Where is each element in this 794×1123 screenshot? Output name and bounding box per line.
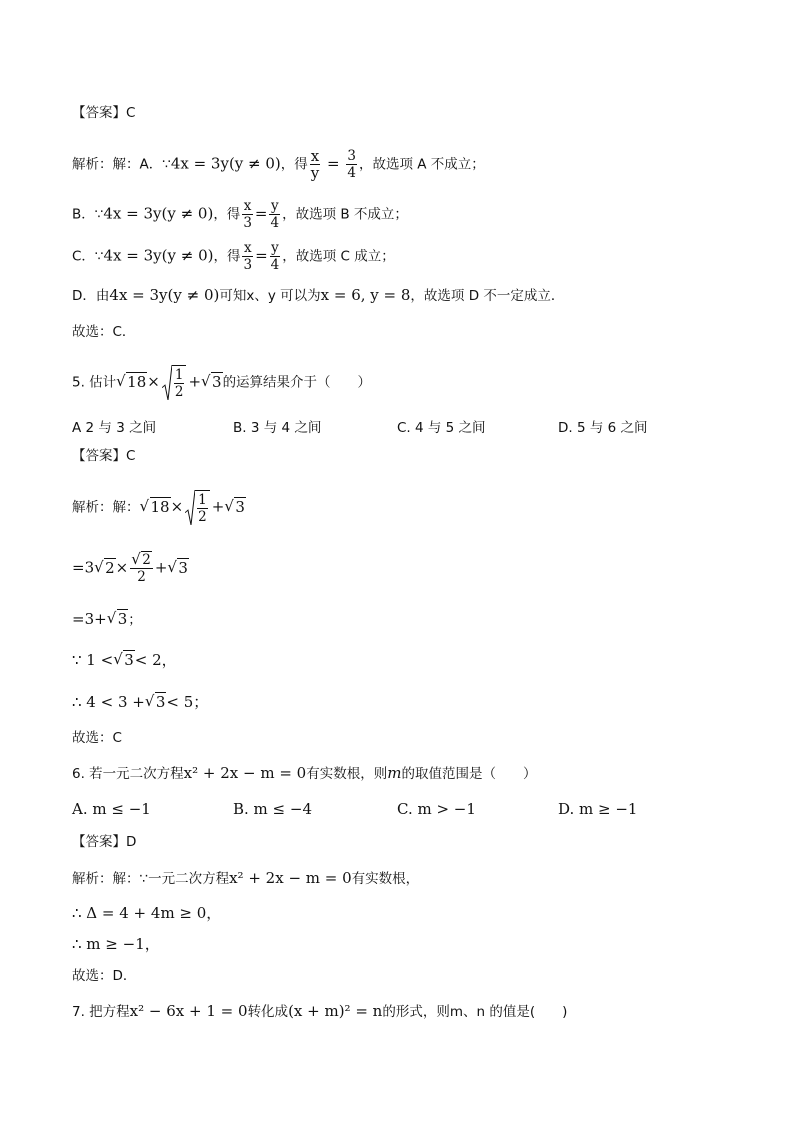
q4-d-cond: 4x = 3y(y ≠ 0): [109, 286, 220, 304]
q6-equation: x² + 2x − m = 0: [183, 764, 307, 782]
q4-solution-a: [72, 148, 485, 181]
q5-step4-c: < 2，: [134, 651, 177, 669]
q4-solution-c: [72, 240, 395, 273]
equals-sign: =: [255, 246, 268, 265]
q5-sol-sqrt3: [225, 497, 246, 517]
q5-sol-line4: [72, 650, 177, 671]
frac-num: x: [243, 198, 252, 214]
q6-option-d: D. m ≥ −1: [558, 800, 638, 818]
q4-d-prefix: D．由: [72, 288, 110, 304]
q4-d-suffix: ，故选项 D 不一定成立．: [410, 288, 565, 304]
q5-step2-coef: =3: [72, 558, 95, 577]
q6-stem: [72, 763, 536, 784]
q4-b-cond: 4x = 3y(y ≠ 0): [103, 204, 214, 223]
q4-c-cond: 4x = 3y(y ≠ 0): [103, 246, 214, 265]
q6-suffix: 的取值范围是（ ）: [401, 766, 537, 782]
radicand: 3: [117, 610, 128, 628]
q4-a-get: ，得: [280, 156, 308, 173]
q5-sol-line5: [72, 692, 208, 713]
q5-step3-c: ；: [128, 612, 142, 628]
radicand: 2: [142, 552, 151, 568]
q4-a-suffix: ，故选项 A 不成立；: [358, 156, 485, 173]
q4-c-prefix: C．∵: [72, 248, 104, 265]
q5-answer: 【答案】C: [72, 448, 136, 464]
q6-answer: 【答案】D: [72, 834, 137, 850]
frac-den: 2: [174, 384, 184, 400]
frac-num: y: [270, 198, 279, 214]
plus-sign: +: [154, 558, 168, 577]
q5-stem: [72, 365, 371, 400]
q5-sol-prefix: 解析：解：: [72, 499, 140, 516]
q4-c-get: ，得: [213, 248, 241, 265]
q6-sol1-suffix: 有实数根，: [351, 871, 420, 887]
q4-answer: 【答案】C: [72, 105, 136, 121]
q5-choose: 故选：C: [72, 730, 122, 746]
q4-solution-d: [72, 285, 564, 306]
q5-step2-sqrt2: [95, 558, 116, 578]
q6-mid: 有实数根，则: [306, 766, 388, 782]
frac-den: y: [310, 164, 320, 182]
q5-sol-sqrt18: [141, 497, 171, 517]
q5-step2-frac: [130, 552, 153, 585]
q4-b-frac2: [269, 198, 280, 231]
frac-num: 1: [174, 367, 184, 383]
frac-num: x: [310, 147, 320, 165]
q6-option-a: A. m ≤ −1: [72, 800, 151, 818]
q5-option-d: D. 5 与 6 之间: [558, 420, 648, 436]
q5-sol-line2: [72, 552, 189, 585]
q4-d-mid: 可知x、y 可以为: [219, 288, 321, 304]
radicand: 2: [105, 558, 115, 577]
q6-sol1-prefix: 解析：解：∵一元二次方程: [72, 871, 230, 887]
q7-mid: 转化成: [247, 1004, 289, 1020]
q6-option-b: B. m ≤ −4: [233, 800, 312, 818]
q5-step3-a: =3+: [72, 610, 107, 628]
q6-sol-line3: ∴ m ≥ −1，: [72, 935, 160, 953]
q4-b-frac1: [242, 198, 253, 231]
q6-m: m: [387, 764, 402, 782]
q5-sqrt3: [202, 372, 223, 392]
frac-num: y: [271, 240, 279, 256]
times-sign: ×: [115, 558, 129, 577]
q4-c-frac2: [270, 240, 281, 273]
frac-den: 2: [198, 509, 207, 525]
frac-den: 3: [243, 215, 252, 231]
q4-choose: 故选：C．: [72, 324, 136, 340]
q5-step2-sqrt3: [168, 558, 189, 578]
frac-num: x: [243, 240, 252, 256]
frac-num-sqrt: [132, 552, 152, 568]
radicand: 3: [212, 372, 222, 391]
q5-step5-sqrt3: [146, 692, 167, 712]
q6-choose: 故选：D．: [72, 968, 137, 984]
frac-den: 2: [137, 569, 146, 585]
frac-den: 4: [347, 165, 356, 181]
q4-b-prefix: B．∵: [72, 206, 104, 223]
q5-prefix: 5. 估计: [72, 374, 117, 391]
q6-sol1-eq: x² + 2x − m = 0: [229, 869, 352, 887]
q4-solution-b: [72, 198, 408, 231]
q4-a-frac2: [346, 148, 357, 181]
q5-suffix: 的运算结果介于（ ）: [222, 374, 372, 391]
frac-den: 3: [243, 257, 253, 273]
q5-step5-a: ∴ 4 < 3 +: [72, 693, 145, 711]
times-sign: ×: [170, 497, 184, 516]
q5-sqrt-half: [162, 365, 187, 400]
q4-c-frac1: [242, 240, 253, 273]
q5-sol-line3: [72, 609, 142, 630]
frac-den: 4: [270, 215, 280, 231]
frac-den: 4: [270, 257, 280, 273]
frac-num: 3: [347, 148, 356, 164]
times-sign: ×: [147, 372, 160, 391]
radicand: 3: [155, 693, 166, 711]
equals-sign: =: [322, 154, 345, 173]
q5-sol-sqrt-half: [185, 490, 210, 525]
plus-sign: +: [211, 497, 225, 516]
frac-num: 1: [198, 492, 207, 508]
q6-sol-line1: [72, 868, 419, 889]
plus-sign: +: [188, 372, 202, 391]
q5-step5-c: < 5；: [166, 693, 209, 711]
q7-prefix: 7. 把方程: [72, 1004, 130, 1020]
q7-suffix: 的形式，则m、n 的值是( ): [382, 1004, 568, 1020]
q4-d-vals: x = 6, y = 8: [320, 286, 411, 304]
q5-sqrt18: [117, 372, 147, 392]
radicand: 3: [124, 651, 134, 669]
q5-step4-a: ∵ 1 <: [72, 651, 114, 669]
radicand: 3: [235, 497, 245, 516]
q5-option-b: B. 3 与 4 之间: [233, 420, 322, 436]
q7-equation: x² − 6x + 1 = 0: [129, 1002, 248, 1020]
q4-c-suffix: ，故选项 C 成立；: [282, 248, 395, 265]
equals-sign: =: [254, 204, 268, 223]
radicand: 18: [150, 497, 170, 516]
q4-b-suffix: ，故选项 B 不成立；: [282, 206, 408, 223]
q7-form: (x + m)² = n: [288, 1002, 383, 1020]
q4-b-get: ，得: [213, 206, 241, 223]
q6-sol-line2: ∴ Δ = 4 + 4m ≥ 0，: [72, 904, 222, 922]
q5-step3-sqrt3: [108, 609, 129, 629]
radicand: 18: [127, 372, 147, 391]
radicand: 3: [178, 558, 188, 577]
q4-a-frac1: [310, 148, 320, 181]
q5-step4-sqrt3: [114, 650, 135, 670]
q5-option-c: C. 4 与 5 之间: [397, 420, 486, 436]
q5-option-a: A 2 与 3 之间: [72, 420, 157, 436]
q4-a-cond: 4x = 3y(y ≠ 0): [170, 154, 281, 173]
q6-prefix: 6. 若一元二次方程: [72, 766, 184, 782]
q4-a-prefix: 解析：解：A．∵: [72, 156, 171, 173]
q6-option-c: C. m > −1: [397, 800, 476, 818]
q7-stem: [72, 1001, 567, 1022]
q5-sol-line1: [72, 490, 246, 525]
